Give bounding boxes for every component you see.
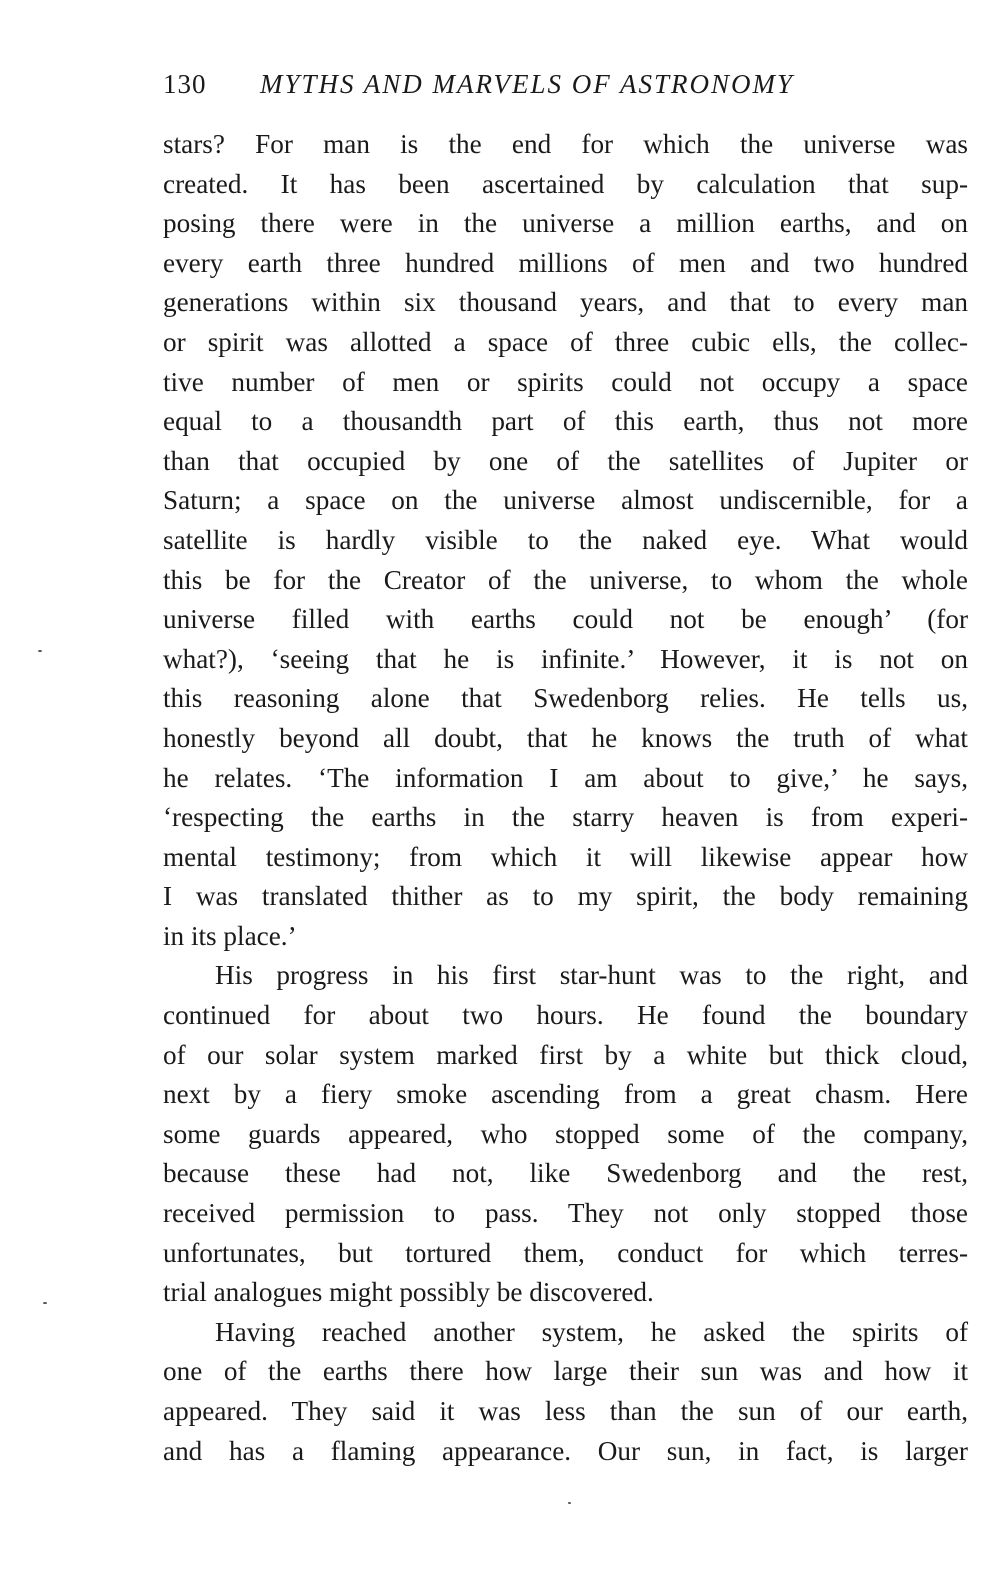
text-line: than that occupied by one of the satellites of Jupiter or	[163, 445, 968, 476]
text-line: every earth three hundred millions of men and two hundred	[163, 247, 968, 278]
text-line: stars? For man is the end for which the universe was	[163, 129, 968, 159]
text-line: this reasoning alone that Swedenborg relies. He tells us,	[163, 683, 968, 714]
text-line: Saturn; a space on the universe almost undiscernible, for a	[163, 485, 968, 516]
text-line: honestly beyond all doubt, that he knows the truth of what	[163, 722, 968, 753]
text-line: ‘respecting the earths in the starry heaven is from experi-	[163, 802, 968, 833]
text-line: equal to a thousandth part of this earth, thus not more	[163, 406, 968, 437]
text-line: in its place.’	[163, 920, 297, 951]
text-line: and has a flaming appearance. Our sun, in fact, is larger	[163, 1435, 968, 1466]
text-line: generations within six thousand years, and that to every man	[163, 287, 968, 318]
text-line: appeared. They said it was less than the sun of our earth,	[163, 1396, 968, 1426]
text-line: next by a fiery smoke ascending from a great chasm. Here	[163, 1079, 968, 1110]
text-line: tive number of men or spirits could not occupy a space	[163, 366, 968, 397]
text-line: trial analogues might possibly be discovered.	[163, 1277, 654, 1308]
text-line: I was translated thither as to my spirit, the body remaining	[163, 881, 968, 912]
text-line: Having reached another system, he asked the spirits of	[215, 1316, 968, 1347]
text-line: created. It has been ascertained by calculation that sup-	[163, 168, 968, 199]
text-line: what?), ‘seeing that he is infinite.’ However, it is not on	[163, 643, 968, 674]
text-line: mental testimony; from which it will likewise appear how	[163, 841, 968, 872]
running-head	[163, 64, 968, 104]
scan-speck	[568, 1502, 571, 1504]
text-line: or spirit was allotted a space of three cubic ells, the collec-	[163, 326, 968, 357]
running-title: MYTHS AND MARVELS OF ASTRONOMY	[260, 69, 795, 99]
text-line: this be for the Creator of the universe, to whom the whole	[163, 564, 968, 595]
text-line: satellite is hardly visible to the naked eye. What would	[163, 524, 968, 555]
page-number: 130	[163, 69, 207, 99]
text-line: unfortunates, but tortured them, conduct for which terres-	[163, 1237, 968, 1268]
text-line: universe filled with earths could not be enough’ (for	[163, 604, 968, 635]
body-text	[163, 125, 968, 1471]
text-line: one of the earths there how large their sun was and how it	[163, 1356, 968, 1387]
text-line: posing there were in the universe a million earths, and on	[163, 208, 968, 239]
text-line: received permission to pass. They not only stopped those	[163, 1198, 968, 1229]
text-line: continued for about two hours. He found the boundary	[163, 1000, 968, 1031]
scan-speck	[43, 1302, 47, 1304]
text-line: His progress in his first star-hunt was to the right, and	[215, 960, 968, 991]
text-line: some guards appeared, who stopped some of the company,	[163, 1118, 968, 1149]
text-line: he relates. ‘The information I am about to give,’ he says,	[163, 762, 968, 793]
scan-speck	[38, 650, 42, 652]
text-line: of our solar system marked first by a white but thick cloud,	[163, 1039, 968, 1070]
text-line: because these had not, like Swedenborg and the rest,	[163, 1158, 968, 1189]
